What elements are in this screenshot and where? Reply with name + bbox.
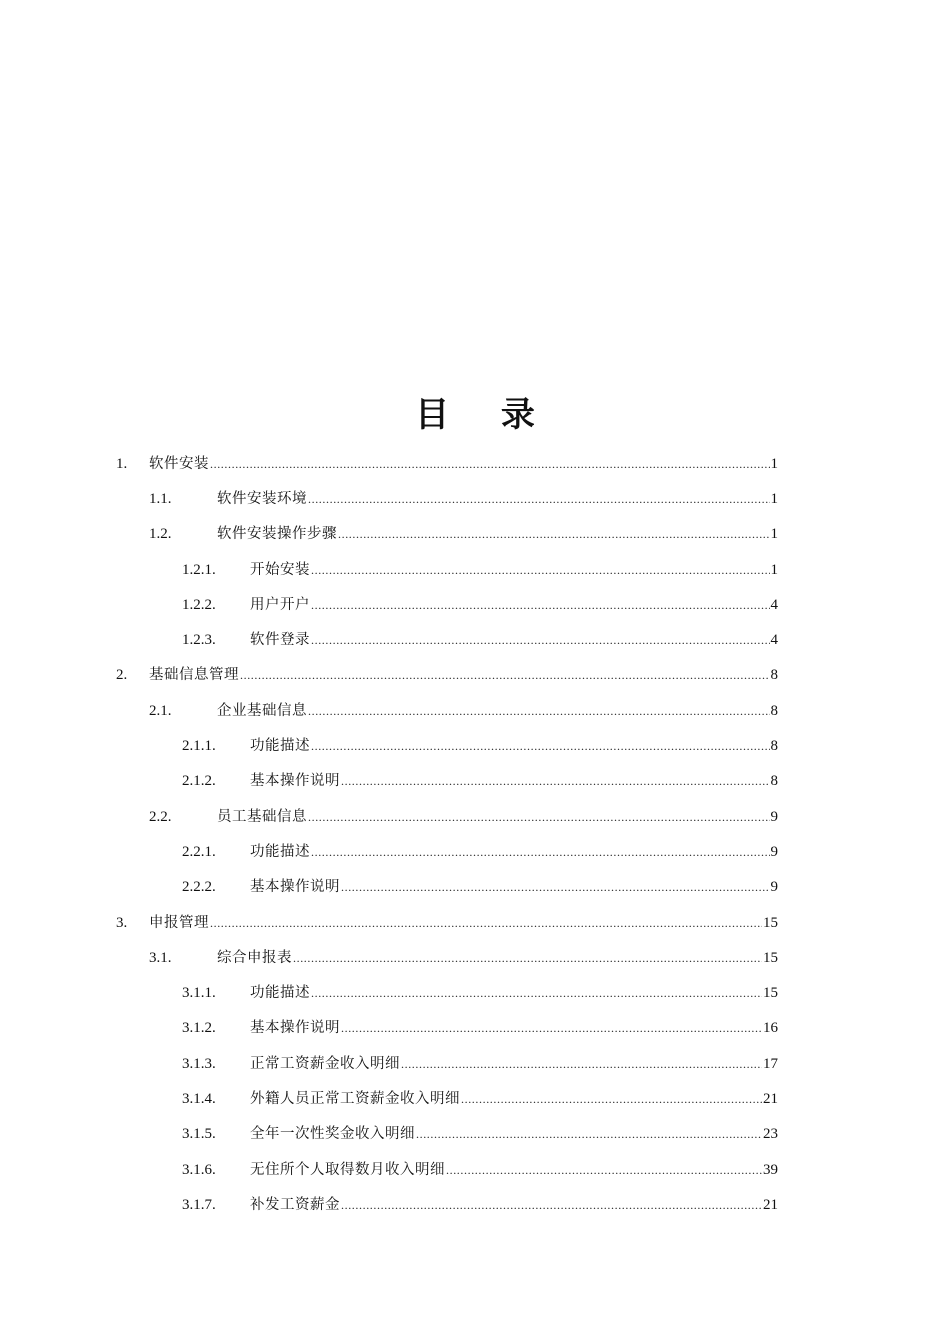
toc-leader-dots [311,630,770,650]
toc-leader-dots [416,1124,762,1144]
toc-entry-number: 3. [116,914,128,931]
toc-entry-number: 3.1.6. [182,1161,216,1178]
toc-entry-number: 3.1.1. [182,985,216,1002]
table-of-contents [116,446,778,1223]
toc-entry[interactable] [116,975,778,1010]
toc-entry-number: 1.2.3. [182,632,216,649]
toc-title: 目 录 [415,395,555,435]
toc-entry-number: 1.2.2. [182,596,216,613]
toc-entry[interactable] [116,622,778,657]
toc-entry-page: 16 [763,1020,778,1037]
toc-entry-number: 2.2. [149,808,172,825]
toc-entry-page: 15 [763,949,778,966]
toc-entry-number: 3.1. [149,949,172,966]
toc-entry-label: 补发工资薪金 [250,1196,340,1213]
toc-entry[interactable] [116,870,778,905]
toc-entry[interactable] [116,1152,778,1187]
toc-entry-number: 3.1.5. [182,1126,216,1143]
toc-entry[interactable] [116,1187,778,1222]
toc-entry-label: 基本操作说明 [250,1020,340,1037]
toc-entry-number: 3.1.4. [182,1090,216,1107]
toc-entry-label: 基本操作说明 [250,773,340,790]
toc-entry-label: 功能描述 [250,738,310,755]
toc-entry-page: 9 [770,808,778,825]
toc-entry-label: 员工基础信息 [217,808,307,825]
toc-entry-page: 8 [770,702,778,719]
toc-entry-page: 1 [770,561,778,578]
toc-entry-page: 21 [763,1090,778,1107]
toc-entry[interactable] [116,1011,778,1046]
toc-entry-number: 2.2.2. [182,879,216,896]
toc-entry[interactable] [116,1117,778,1152]
toc-leader-dots [308,807,770,827]
toc-entry-page: 15 [763,985,778,1002]
toc-entry-page: 4 [770,596,778,613]
toc-entry-page: 15 [763,914,778,931]
toc-entry-label: 综合申报表 [217,949,292,966]
toc-leader-dots [311,560,770,580]
toc-entry-page: 1 [770,490,778,507]
toc-entry[interactable] [116,905,778,940]
toc-entry-label: 功能描述 [250,843,310,860]
toc-entry-page: 8 [770,773,778,790]
toc-entry-page: 21 [763,1196,778,1213]
toc-entry[interactable] [116,658,778,693]
toc-entry-label: 全年一次性奖金收入明细 [250,1126,415,1143]
toc-entry[interactable] [116,940,778,975]
toc-leader-dots [446,1160,762,1180]
toc-entry[interactable] [116,446,778,481]
toc-entry-number: 2.1.1. [182,738,216,755]
toc-entry-page: 8 [770,667,778,684]
toc-leader-dots [311,842,770,862]
toc-entry[interactable] [116,517,778,552]
toc-entry-number: 1.2.1. [182,561,216,578]
toc-entry-number: 3.1.7. [182,1196,216,1213]
toc-entry-label: 无住所个人取得数月收入明细 [250,1161,445,1178]
toc-entry-number: 3.1.3. [182,1055,216,1072]
toc-entry-number: 2.2.1. [182,843,216,860]
toc-leader-dots [341,771,770,791]
toc-entry[interactable] [116,799,778,834]
toc-entry-number: 1.2. [149,526,172,543]
toc-entry-page: 39 [763,1161,778,1178]
toc-leader-dots [311,983,762,1003]
toc-leader-dots [341,877,770,897]
toc-entry-label: 基本操作说明 [250,879,340,896]
toc-leader-dots [293,948,762,968]
toc-entry-page: 1 [770,455,778,472]
toc-entry-label: 软件安装操作步骤 [217,526,337,543]
toc-entry-page: 23 [763,1126,778,1143]
toc-entry-page: 8 [770,738,778,755]
toc-leader-dots [311,736,770,756]
toc-entry-label: 开始安装 [250,561,310,578]
toc-entry-label: 功能描述 [250,985,310,1002]
toc-entry-page: 17 [763,1055,778,1072]
toc-entry[interactable] [116,834,778,869]
toc-leader-dots [461,1089,762,1109]
toc-leader-dots [341,1195,762,1215]
toc-entry-number: 1. [116,455,128,472]
toc-leader-dots [308,489,770,509]
toc-entry-page: 1 [770,526,778,543]
toc-entry-number: 2.1.2. [182,773,216,790]
toc-entry[interactable] [116,728,778,763]
toc-entry-label: 正常工资薪金收入明细 [250,1055,400,1072]
toc-entry-label: 软件安装 [149,455,209,472]
toc-entry[interactable] [116,764,778,799]
toc-entry-page: 9 [770,879,778,896]
toc-leader-dots [210,454,770,474]
toc-entry[interactable] [116,587,778,622]
toc-entry-label: 外籍人员正常工资薪金收入明细 [250,1090,460,1107]
toc-leader-dots [338,524,770,544]
toc-entry-page: 4 [770,632,778,649]
toc-entry-number: 2.1. [149,702,172,719]
toc-entry-number: 2. [116,667,128,684]
toc-entry-label: 软件登录 [250,632,310,649]
toc-entry-label: 企业基础信息 [217,702,307,719]
toc-entry-number: 3.1.2. [182,1020,216,1037]
toc-leader-dots [210,913,762,933]
toc-entry[interactable] [116,1046,778,1081]
toc-leader-dots [240,665,770,685]
toc-leader-dots [311,595,770,615]
toc-entry-label: 用户开户 [250,596,310,613]
toc-leader-dots [341,1018,762,1038]
toc-leader-dots [308,701,770,721]
toc-entry[interactable] [116,1081,778,1116]
toc-entry[interactable] [116,552,778,587]
toc-entry-page: 9 [770,843,778,860]
toc-entry[interactable] [116,693,778,728]
toc-entry-label: 基础信息管理 [149,667,239,684]
toc-entry-label: 软件安装环境 [217,490,307,507]
toc-entry-number: 1.1. [149,490,172,507]
toc-entry[interactable] [116,481,778,516]
toc-entry-label: 申报管理 [149,914,209,931]
toc-leader-dots [401,1054,762,1074]
